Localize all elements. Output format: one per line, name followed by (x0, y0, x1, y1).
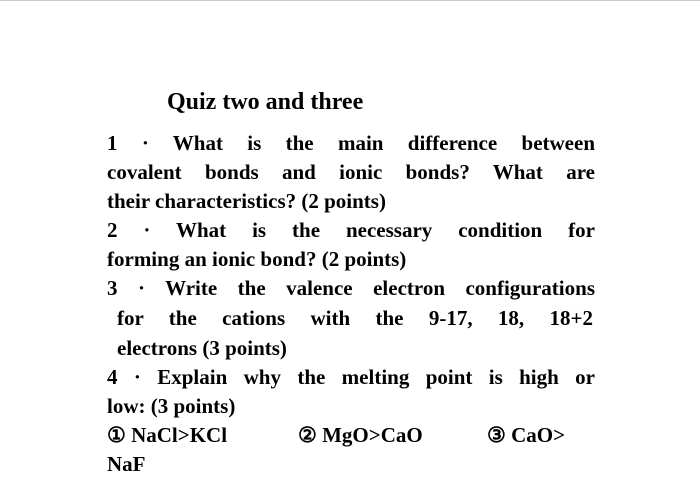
question-4-line-2: low: (3 points) (107, 394, 236, 418)
question-1-line-3: their characteristics? (2 points) (107, 189, 386, 213)
question-2-line-1: 2 · What is the necessary condition for (107, 218, 595, 242)
question-2-line-2: forming an ionic bond? (2 points) (107, 247, 407, 271)
question-3-line-2: for the cations with the 9-17, 18, 18+2 (117, 306, 593, 330)
top-border-line (0, 0, 700, 1)
question-4-option-2: ② MgO>CaO (298, 423, 423, 447)
question-4-option-1: ① NaCl>KCl (107, 423, 228, 447)
question-3-line-1: 3 · Write the valence electron configurations (107, 276, 595, 300)
question-1-line-2: covalent bonds and ionic bonds? What are (107, 160, 595, 184)
question-1-line-1: 1 · What is the main difference between (107, 131, 595, 155)
question-4-continuation: NaF (107, 452, 146, 476)
question-3-line-3: electrons (3 points) (117, 336, 287, 360)
question-4-line-1: 4 · Explain why the melting point is high or (107, 365, 595, 389)
page-title: Quiz two and three (167, 89, 364, 115)
question-4-option-3: ③ CaO> (487, 423, 566, 447)
